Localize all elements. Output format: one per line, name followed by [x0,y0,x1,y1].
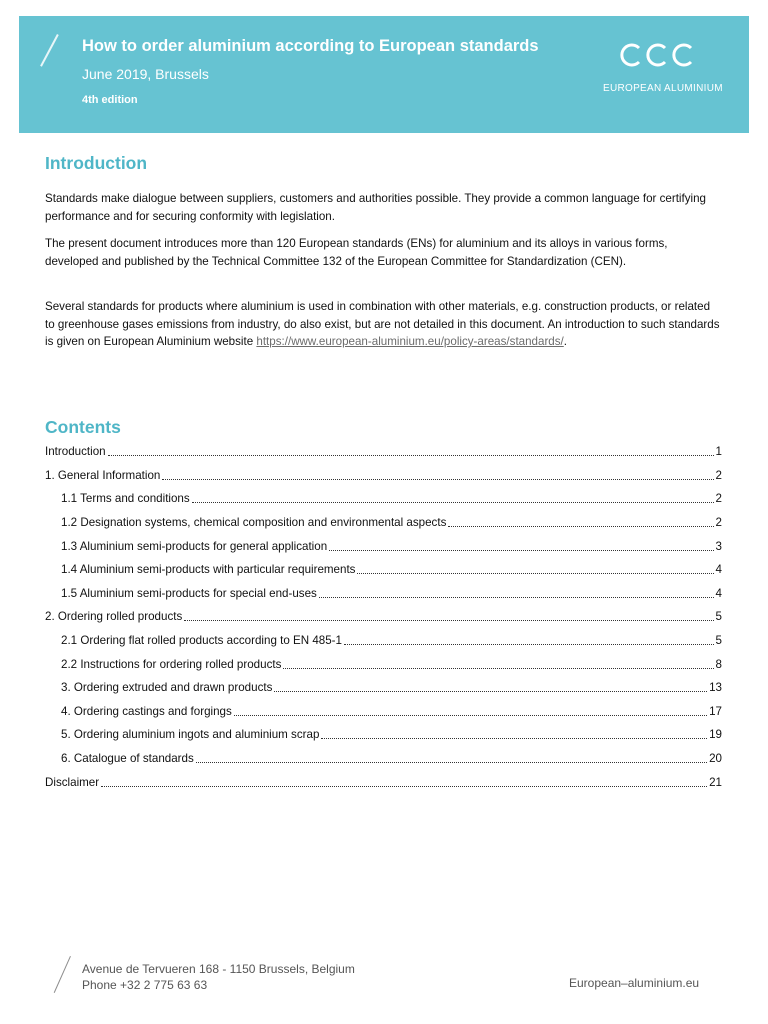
toc-dot-leader [329,550,713,551]
toc-entry-label: 5. Ordering aluminium ingots and aluminium scrap [61,728,320,742]
toc-entry-page-number: 20 [709,752,722,766]
european-aluminium-logo [601,40,721,100]
toc-entry[interactable] [45,558,722,582]
toc-dot-leader [321,738,707,739]
toc-entry[interactable] [45,605,722,629]
toc-entry[interactable] [45,676,722,700]
toc-entry-page-number: 13 [709,681,722,695]
toc-entry-label: 1.4 Aluminium semi-products with particular requirements [61,563,356,577]
logo-text: EUROPEAN ALUMINIUM [603,83,723,94]
toc-entry[interactable] [45,700,722,724]
toc-entry-page-number: 2 [715,516,722,530]
toc-entry-page-number: 4 [715,586,722,600]
toc-entry[interactable] [45,629,722,653]
toc-dot-leader [357,573,713,574]
toc-entry[interactable] [45,464,722,488]
toc-dot-leader [101,786,707,787]
toc-entry-page-number: 19 [709,728,722,742]
toc-entry-label: 1.2 Designation systems, chemical composition and environmental aspects [61,516,447,530]
toc-entry-label: 1.3 Aluminium semi-products for general application [61,539,328,553]
toc-entry-page-number: 5 [715,634,722,648]
toc-dot-leader [162,479,713,480]
footer-website[interactable]: European–aluminium.eu [569,976,700,990]
document-date: June 2019, Brussels [82,66,209,82]
toc-dot-leader [196,762,707,763]
document-edition: 4th edition [82,94,138,106]
toc-entry[interactable] [45,511,722,535]
intro-paragraph-3 [45,298,721,351]
toc-dot-leader [448,526,713,527]
footer-address-line-1: Avenue de Tervueren 168 - 1150 Brussels, Belgium [82,962,355,976]
toc-entry-label: 3. Ordering extruded and drawn products [61,681,273,695]
footer-slash-decoration [54,956,71,993]
logo-arcs-icon [619,40,697,70]
introduction-heading: Introduction [45,153,148,173]
toc-entry[interactable] [45,770,722,794]
toc-entry-label: 2.1 Ordering flat rolled products according to EN 485-1 [61,634,342,648]
toc-entry[interactable] [45,723,722,747]
toc-entry-page-number: 8 [715,657,722,671]
intro-paragraph-1: Standards make dialogue between suppliers, customers and authorities possible. They provide a common language for certifying performance and for securing conformity with legislation. [45,192,707,223]
toc-entry-label: 6. Catalogue of standards [61,752,194,766]
contents-heading: Contents [45,417,121,437]
toc-entry-label: Disclaimer [45,775,100,789]
toc-entry[interactable] [45,747,722,771]
toc-entry-label: 2. Ordering rolled products [45,610,183,624]
toc-entry-label: 1. General Information [45,468,161,482]
toc-entry[interactable] [45,440,722,464]
intro-paragraph-3-end: . [563,335,568,348]
toc-entry-label: 1.1 Terms and conditions [61,492,190,506]
toc-entry[interactable] [45,582,722,606]
toc-dot-leader [108,455,714,456]
toc-entry[interactable] [45,487,722,511]
toc-entry-label: 1.5 Aluminium semi-products for special end-uses [61,586,317,600]
toc-dot-leader [319,597,714,598]
header-banner [19,16,749,133]
toc-entry-page-number: 4 [715,563,722,577]
toc-entry-label: Introduction [45,445,106,459]
intro-paragraph-3-text: Several standards for products where aluminium is used in combination with other materials, e.g. construction products, or related to greenhouse gases emissions from industry, do also exist, but are not detailed in this document. An introduction to such standards is given on European Aluminium website [45,300,720,348]
toc-entry-page-number: 21 [709,775,722,789]
toc-dot-leader [344,644,714,645]
toc-entry-label: 2.2 Instructions for ordering rolled products [61,657,282,671]
banner-slash-decoration [40,34,59,67]
standards-website-link[interactable]: https://www.european-aluminium.eu/policy-areas/standards/ [256,335,564,348]
toc-entry[interactable] [45,652,722,676]
footer-phone: Phone +32 2 775 63 63 [82,978,208,992]
toc-dot-leader [234,715,707,716]
table-of-contents [45,440,722,794]
document-title: How to order aluminium according to European standards [82,37,539,55]
toc-entry-page-number: 5 [715,610,722,624]
toc-entry[interactable] [45,534,722,558]
toc-entry-page-number: 1 [715,445,722,459]
intro-paragraph-2: The present document introduces more than 120 European standards (ENs) for aluminium and its alloys in various forms, developed and published by the Technical Committee 132 of the European Committee for Standardization (CEN). [45,237,668,268]
toc-entry-page-number: 2 [715,492,722,506]
toc-dot-leader [192,502,714,503]
toc-entry-page-number: 2 [715,468,722,482]
toc-dot-leader [274,691,707,692]
toc-entry-label: 4. Ordering castings and forgings [61,704,232,718]
toc-dot-leader [184,620,713,621]
toc-dot-leader [283,668,713,669]
footer-address [82,961,355,993]
toc-entry-page-number: 3 [715,539,722,553]
toc-entry-page-number: 17 [709,704,722,718]
